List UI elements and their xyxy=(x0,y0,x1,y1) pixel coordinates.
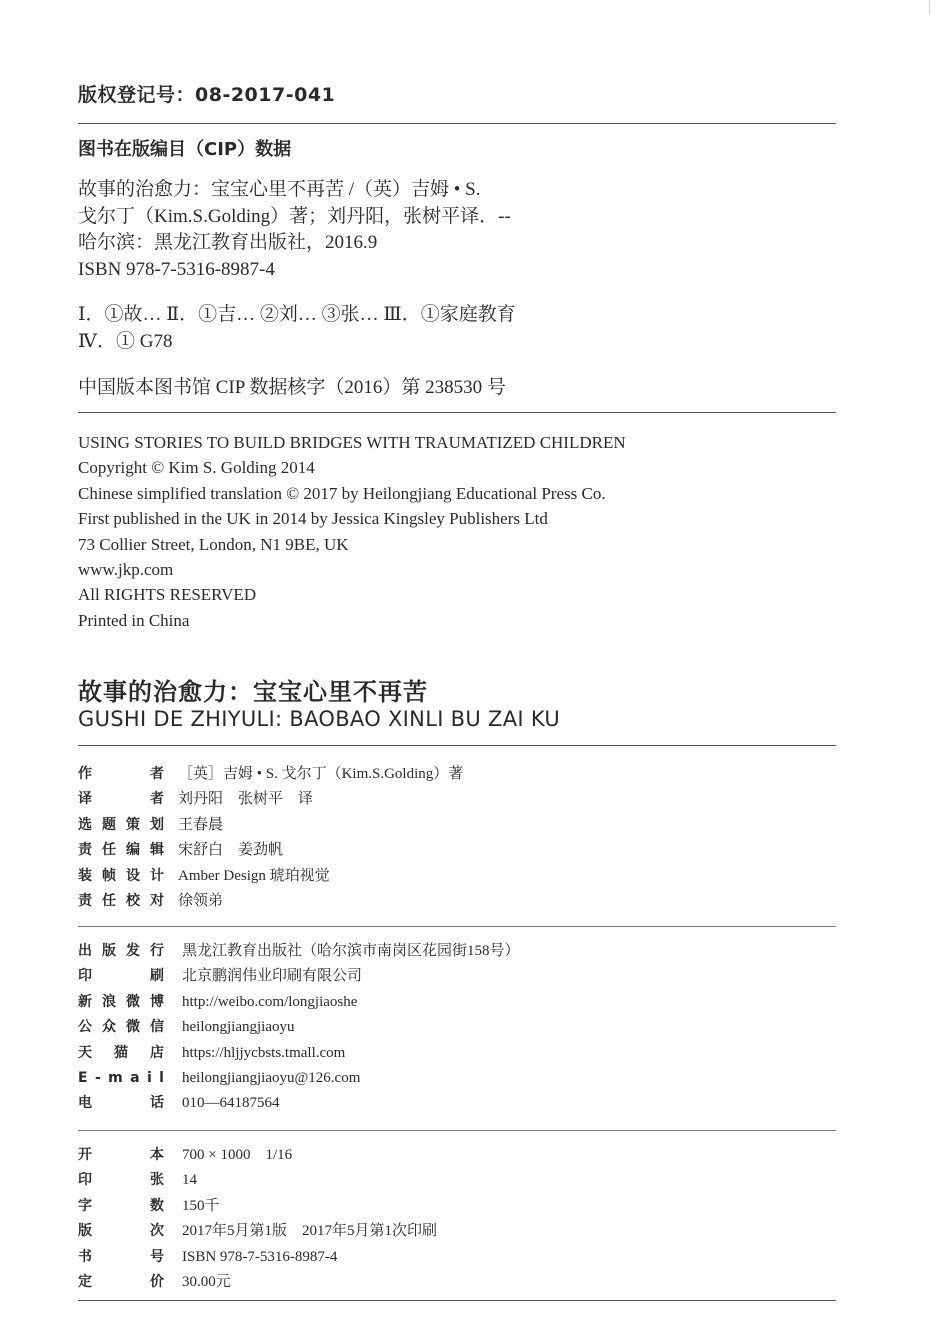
classification xyxy=(78,302,836,355)
publisher-row xyxy=(78,1091,836,1116)
english-copyright-block xyxy=(78,430,836,633)
divider xyxy=(78,1300,836,1301)
translation-copyright-line: Chinese simplified translation © 2017 by Heilongjiang Educational Press Co. xyxy=(78,483,606,503)
cip-line: 戈尔丁（Kim.S.Golding）著；刘丹阳，张树平译．-- xyxy=(78,205,511,227)
publisher-label: 印 刷 xyxy=(78,968,164,985)
copyright-line: Copyright © Kim S. Golding 2014 xyxy=(78,458,315,478)
credit-row xyxy=(78,762,836,787)
spec-row xyxy=(78,1194,836,1219)
cip-heading: 图书在版编目（CIP）数据 xyxy=(78,139,292,160)
divider xyxy=(78,745,836,746)
divider xyxy=(78,1130,836,1131)
divider xyxy=(78,412,836,413)
credit-row xyxy=(78,889,836,914)
publisher-row xyxy=(78,939,836,964)
publisher-value: 黑龙江教育出版社（哈尔滨市南岗区花园街158号） xyxy=(182,943,520,959)
classification-line: Ⅳ．① G78 xyxy=(78,330,173,352)
publisher-website: www.jkp.com xyxy=(78,560,174,580)
cip-line: 哈尔滨：黑龙江教育出版社，2016.9 xyxy=(78,232,378,253)
divider xyxy=(78,123,836,124)
credit-value: Amber Design 琥珀视觉 xyxy=(178,867,330,884)
spec-row xyxy=(78,1270,836,1295)
publisher-value: heilongjiangjiaoyu xyxy=(182,1019,295,1036)
spec-label: 书 号 xyxy=(78,1248,164,1265)
publisher-value: heilongjiangjiaoyu@126.com xyxy=(182,1069,361,1086)
printed-in: Printed in China xyxy=(78,610,190,630)
publisher-row xyxy=(78,1041,836,1066)
spec-label: 定 价 xyxy=(78,1273,164,1290)
divider xyxy=(78,926,836,927)
publisher-value: 北京鹏润伟业印刷有限公司 xyxy=(182,968,363,985)
publisher-row xyxy=(78,964,836,989)
credit-row xyxy=(78,864,836,889)
credit-value: 宋舒白 姜劲帆 xyxy=(178,842,284,859)
spec-value: 14 xyxy=(182,1172,197,1189)
first-published-line: First published in the UK in 2014 by Jessica Kingsley Publishers Ltd xyxy=(78,509,548,529)
credit-label: 作 者 xyxy=(78,766,164,782)
cip-line: 故事的治愈力：宝宝心里不再苦 /（英）吉姆 • S. xyxy=(78,179,481,200)
credit-label: 装 帧 设 计 xyxy=(78,867,164,884)
cip-line: ISBN 978-7-5316-8987-4 xyxy=(78,258,275,280)
credit-row xyxy=(78,787,836,812)
credit-row xyxy=(78,813,836,838)
credits-list xyxy=(78,762,836,914)
credit-label: 责 任 编 辑 xyxy=(78,842,164,859)
spec-label: 字 数 xyxy=(78,1197,164,1214)
credit-value: 徐领弟 xyxy=(178,892,224,909)
copyright-registration: 版权登记号：08-2017-041 xyxy=(78,84,336,106)
book-title-chinese: 故事的治愈力：宝宝心里不再苦 xyxy=(78,678,428,706)
book-title-pinyin: GUSHI DE ZHIYULI: BAOBAO XINLI BU ZAI KU xyxy=(78,707,561,731)
publisher-label: E - m a i l xyxy=(78,1069,164,1086)
spec-label: 印 张 xyxy=(78,1172,164,1189)
publisher-address: 73 Collier Street, London, N1 9BE, UK xyxy=(78,534,349,554)
spec-value: 700 × 1000 1/16 xyxy=(182,1147,293,1163)
publisher-info-list xyxy=(78,939,836,1117)
spec-value: 2017年5月第1版 2017年5月第1次印刷 xyxy=(182,1223,438,1240)
publisher-value: https://hljjycbsts.tmall.com xyxy=(182,1044,346,1061)
spec-value: 150千 xyxy=(182,1197,220,1214)
credit-label: 责 任 校 对 xyxy=(78,892,164,909)
spec-row xyxy=(78,1245,836,1270)
publisher-label: 公 众 微 信 xyxy=(78,1019,164,1036)
publisher-label: 新 浪 微 博 xyxy=(78,993,164,1010)
spec-label: 版 次 xyxy=(78,1223,164,1240)
publisher-value: 010—64187564 xyxy=(182,1095,280,1112)
publisher-label: 出 版 发 行 xyxy=(78,943,164,959)
cip-number: 中国版本图书馆 CIP 数据核字（2016）第 238530 号 xyxy=(78,377,506,398)
spec-row xyxy=(78,1143,836,1168)
spec-label: 开 本 xyxy=(78,1147,164,1163)
cip-record xyxy=(78,177,836,283)
spec-value: ISBN 978-7-5316-8987-4 xyxy=(182,1248,338,1265)
rights-reserved: All RIGHTS RESERVED xyxy=(78,585,257,605)
spec-value: 30.00元 xyxy=(182,1273,231,1290)
credit-value: 刘丹阳 张树平 译 xyxy=(178,791,314,808)
classification-line: Ⅰ．①故… Ⅱ．①吉… ②刘… ③张… Ⅲ．①家庭教育 xyxy=(78,304,516,325)
english-original-title: USING STORIES TO BUILD BRIDGES WITH TRAUMATIZED CHILDREN xyxy=(78,433,626,452)
credit-label: 选 题 策 划 xyxy=(78,816,164,833)
credit-value: ［英］吉姆 • S. 戈尔丁（Kim.S.Golding）著 xyxy=(178,766,464,782)
page-corner-mark xyxy=(929,0,930,14)
publisher-row xyxy=(78,1066,836,1091)
publisher-label: 天 猫 店 xyxy=(78,1044,164,1061)
publisher-row xyxy=(78,990,836,1015)
spec-row xyxy=(78,1219,836,1244)
credit-row xyxy=(78,838,836,863)
credit-label: 译 者 xyxy=(78,791,164,808)
publisher-label: 电 话 xyxy=(78,1095,164,1112)
publisher-value: http://weibo.com/longjiaoshe xyxy=(182,993,358,1010)
publisher-row xyxy=(78,1015,836,1040)
credit-value: 王春晨 xyxy=(178,816,224,833)
spec-row xyxy=(78,1168,836,1193)
book-specs-list xyxy=(78,1143,836,1295)
